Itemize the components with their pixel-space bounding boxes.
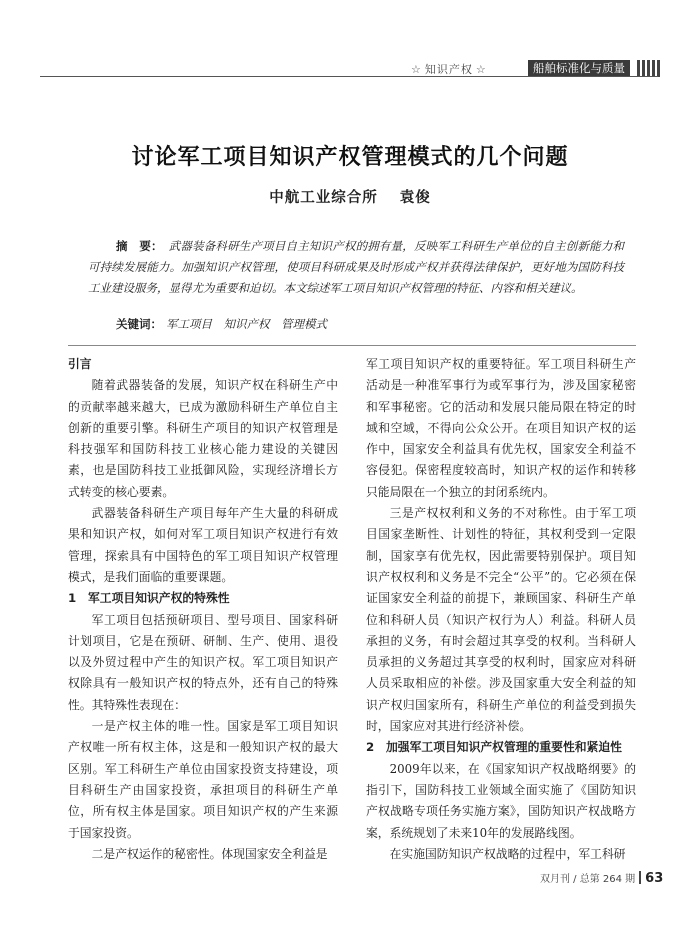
keywords (116, 314, 616, 334)
paragraph: 军工项目知识产权的重要特征。军工项目科研生产活动是一种准军事行为或军事行为，涉及国家秘密和军事秘密。它的活动和发展只能局限在特定的时域和空域，不得向公众公开。在项目知识产权的运作中，国家安全利益具有优先权，国家安全利益不容侵犯。保密程度较高时，知识产权的运作和转移只能局限在一个独立的封闭系统内。 (366, 357, 636, 499)
byline (0, 186, 700, 207)
issue-info: 双月刊 / 总第 264 期 (540, 874, 636, 885)
paragraph: 随着武器装备的发展，知识产权在科研生产中的贡献率越来越大，已成为激励科研生产单位自主创新的重要引擎。科研生产项目的知识产权管理是科技强军和国防科技工业核心能力建设的关键因素，也是国防科技工业抵御风险，实现经济增长方式转变的核心要素。 (68, 378, 338, 499)
section-divider (68, 345, 636, 346)
paragraph: 三是产权权利和义务的不对称性。由于军工项目国家垄断性、计划性的特征，其权利受到一定限制，国家享有优先权，因此需要特别保护。项目知识产权权利和义务是不完全“公平”的。它必须在保证国家安全利益的前提下，兼顾国家、科研生产单位和科研人员（知识产权行为人）利益。科研人员承担的义务，有时会超过其享受的权利。当科研人员承担的义务超过其享受的权利时，国家应对科研人员采取相应的补偿。涉及国家重大安全利益的知识产权归国家所有，科研生产单位的利益受到损失时，国家应对其进行经济补偿。 (366, 506, 636, 734)
running-header-section (408, 61, 490, 77)
page-footer (540, 870, 663, 886)
paragraph: 二是产权运作的秘密性。体现国家安全利益是 (91, 846, 328, 861)
intro-heading: 引言 (68, 357, 92, 371)
page-number: 63 (645, 871, 664, 886)
right-column (366, 354, 636, 865)
footer-divider (639, 871, 641, 884)
journal-name-box: 船舶标准化与质量 (528, 60, 630, 77)
star-icon: ☆ (411, 63, 422, 76)
header-rule (40, 76, 658, 77)
section-tag: 知识产权 (424, 63, 473, 76)
left-column (68, 354, 338, 865)
keywords-text: 军工项目 知识产权 管理模式 (166, 317, 327, 331)
author-organization: 中航工业综合所 (269, 189, 378, 206)
keywords-label: 关键词： (116, 317, 162, 331)
paragraph: 武器装备科研生产项目每年产生大量的科研成果和知识产权，如何对军工项目知识产权进行有效管理，探索具有中国特色的军工项目知识产权管理模式，是我们面临的重要课题。 (68, 506, 338, 584)
abstract-text: 武器装备科研生产项目自主知识产权的拥有量，反映军工科研生产单位的自主创新能力和可持续发展能力。加强知识产权管理，使项目科研成果及时形成产权并获得法律保护，更好地为国防科技工业建设服务，显得尤为重要和迫切。本文综述军工项目知识产权管理的特征、内容和相关建议。 (88, 239, 624, 295)
section-1-heading: 1 军工项目知识产权的特殊性 (68, 591, 230, 606)
paragraph: 在实施国防知识产权战略的过程中，军工科研 (389, 846, 626, 861)
author-name: 袁俊 (399, 189, 431, 206)
abstract (88, 236, 624, 299)
abstract-label: 摘 要： (116, 239, 163, 253)
paragraph: 2009年以来，在《国家知识产权战略纲要》的指引下，国防科技工业领域全面实施了《国防知识产权战略专项任务实施方案》，国防知识产权战略方案，系统规划了未来10年的发展路线图。 (366, 761, 636, 840)
paragraph: 一是产权主体的唯一性。国家是军工项目知识产权唯一所有权主体，这是和一般知识产权的最大区别。军工科研生产单位由国家投资支持建设，项目科研生产由国家投资，承担项目的科研生产单位，所有权主体是国家。项目知识产权的产生来源于国家投资。 (68, 719, 338, 840)
paragraph: 军工项目包括预研项目、型号项目、国家科研计划项目，它是在预研、研制、生产、使用、退役以及外贸过程中产生的知识产权。军工项目知识产权除具有一般知识产权的特点外，还有自己的特殊性。其特殊性表现在： (68, 612, 338, 712)
star-icon: ☆ (475, 63, 487, 76)
section-2-heading: 2 加强军工项目知识产权管理的重要性和紧迫性 (366, 740, 622, 755)
article-title: 讨论军工项目知识产权管理模式的几个问题 (131, 144, 569, 170)
decorative-bars (637, 60, 660, 77)
